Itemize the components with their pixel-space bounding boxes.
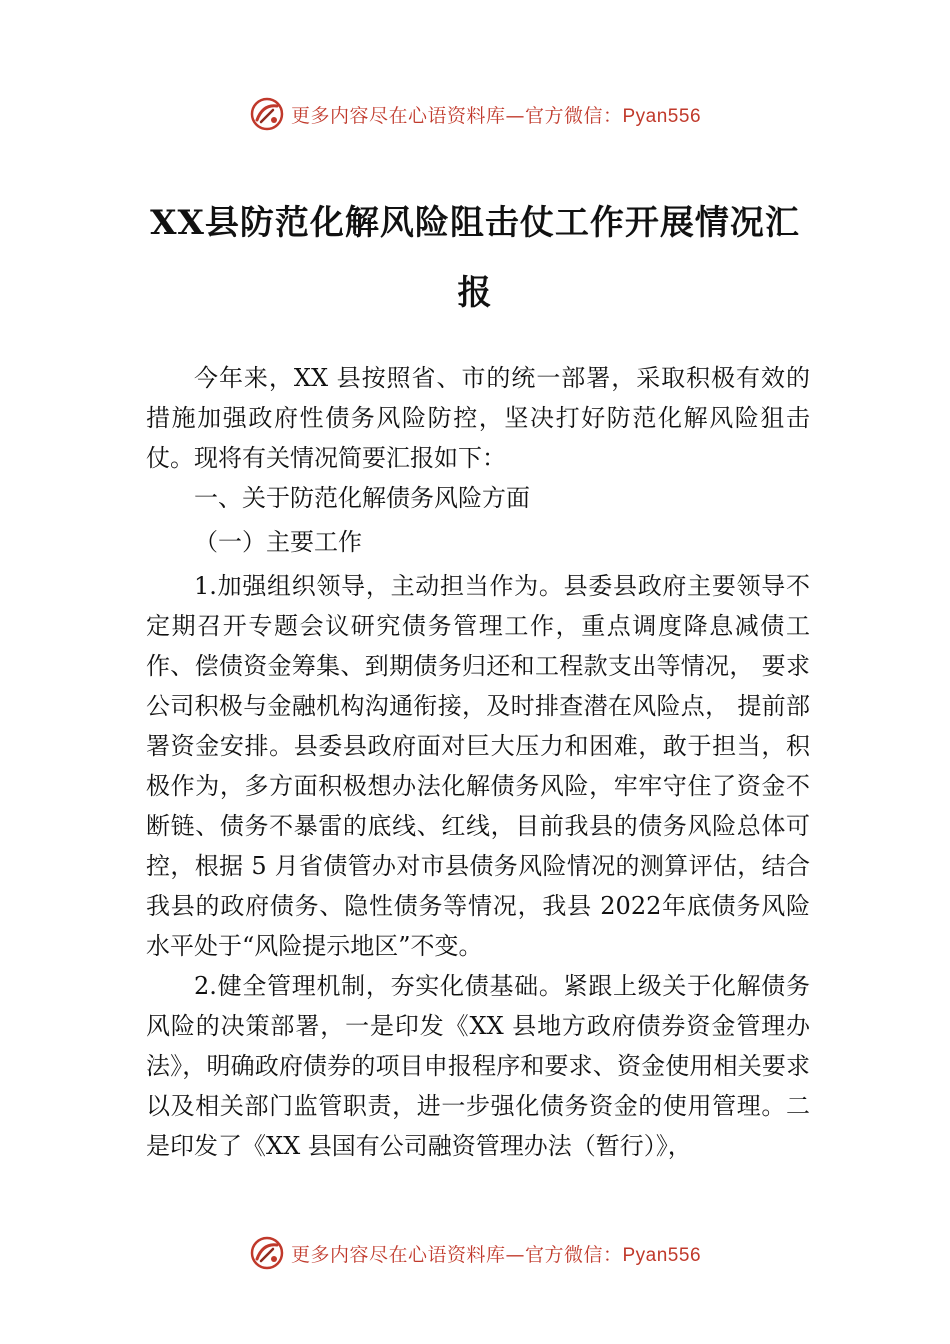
document-body xyxy=(146,358,810,1166)
seal-logo-icon xyxy=(249,96,285,132)
intro-paragraph: 今年来，XX 县按照省、市的统一部署，采取积极有效的措施加强政府性债务风险防控，坚决打好防范化解风险狙击仗。现将有关情况简要汇报如下： xyxy=(146,364,810,472)
section-heading: 一、关于防范化解债务风险方面 xyxy=(194,484,530,512)
watermark-text: 更多内容尽在心语资料库—官方微信：Pyan556 xyxy=(290,1243,702,1266)
watermark-text: 更多内容尽在心语资料库—官方微信：Pyan556 xyxy=(290,104,702,127)
paragraph-item-2: 2.健全管理机制，夯实化债基础。紧跟上级关于化解债务风险的决策部署，一是印发《XX 县地方政府债券资金管理办法》，明确政府债券的项目申报程序和要求、资金使用相关要求以及相关部门监管职责，进一步强化债务资金的使用管理。二是印发了《XX 县国有公司融资管理办法（暂行）》， xyxy=(146,972,810,1160)
watermark-banner-bottom xyxy=(0,1233,950,1273)
subsection-heading: （一）主要工作 xyxy=(194,528,362,556)
document-title: XX县防范化解风险阻击仗工作开展情况汇报 xyxy=(150,203,800,313)
watermark-banner-top xyxy=(0,94,950,134)
seal-logo-icon xyxy=(249,1235,285,1271)
paragraph-item-1: 1.加强组织领导，主动担当作为。县委县政府主要领导不定期召开专题会议研究债务管理工作，重点调度降息减债工作、偿债资金筹集、到期债务归还和工程款支出等情况， 要求公司积极与金融机构沟通衔接，及时排查潜在风险点， 提前部署资金安排。县委县政府面对巨大压力和困难，敢于担当，积极作为，多方面积极想办法化解债务风险，牢牢守住了资金不断链、债务不暴雷的底线、红线，目前我县的债务风险总体可控，根据 5 月省债管办对市县债务风险情况的测算评估，结合我县的政府债务、隐性债务等情况，我县 2022年底债务风险水平处于“风险提示地区”不变。 xyxy=(146,572,810,960)
